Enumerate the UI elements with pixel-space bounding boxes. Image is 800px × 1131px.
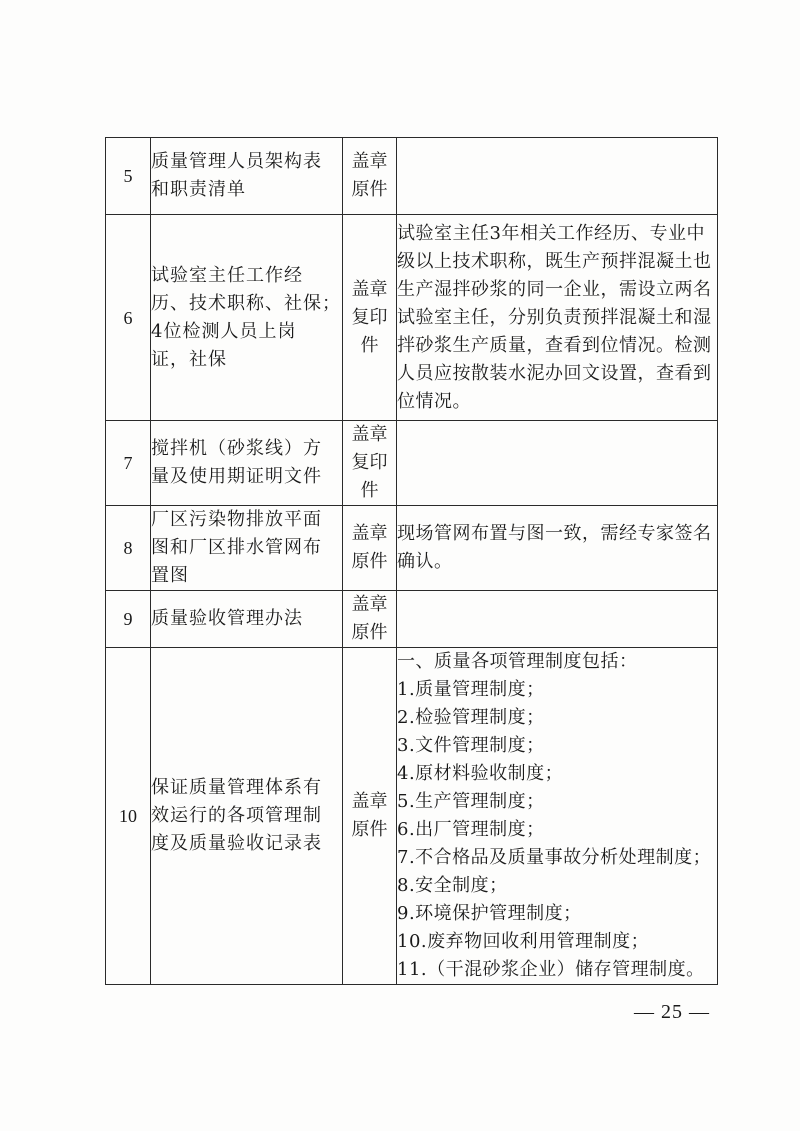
item-line: 质量验收管理办法 (151, 608, 303, 629)
note-cell (397, 215, 718, 421)
requirements-table (105, 137, 718, 985)
table-row (106, 215, 718, 421)
note-line: 级以上技术职称，既生产预拌混凝土也 (397, 250, 712, 272)
item-cell (151, 421, 343, 506)
table-row (106, 421, 718, 506)
note-line: 确认。 (397, 551, 453, 572)
note-line: 6.出厂管理制度； (397, 819, 545, 840)
item-line: 历、技术职称、社保； (151, 292, 341, 314)
table-row (106, 506, 718, 591)
form-cell (343, 591, 397, 648)
item-line: 搅拌机（砂浆线）方 (151, 438, 322, 459)
form-cell (343, 215, 397, 421)
note-line: 4.原材料验收制度； (397, 763, 564, 784)
form-line: 盖章 (351, 523, 388, 544)
form-line: 盖章 (351, 151, 388, 172)
form-line: 复印 (351, 452, 388, 473)
item-line: 厂区污染物排放平面 (151, 509, 322, 530)
item-line: 证，社保 (151, 348, 227, 370)
row-number: 6 (106, 215, 151, 421)
form-line: 原件 (351, 622, 388, 643)
note-cell (397, 591, 718, 648)
item-line: 度及质量验收记录表 (151, 833, 322, 854)
row-number: 5 (106, 138, 151, 215)
note-line: 一、质量各项管理制度包括： (397, 651, 638, 672)
form-cell (343, 506, 397, 591)
form-cell (343, 138, 397, 215)
note-line: 试验室主任，分别负责预拌混凝土和湿 (397, 306, 712, 328)
item-cell (151, 215, 343, 421)
note-line: 拌砂浆生产质量，查看到位情况。检测 (397, 334, 712, 356)
row-number: 10 (106, 648, 151, 985)
note-line: 生产湿拌砂浆的同一企业，需设立两名 (397, 278, 712, 300)
note-line: 11.（干混砂浆企业）储存管理制度。 (397, 959, 705, 980)
form-cell (343, 648, 397, 985)
note-cell (397, 421, 718, 506)
row-number: 8 (106, 506, 151, 591)
item-cell (151, 506, 343, 591)
form-line: 盖章 (351, 594, 388, 615)
form-line: 件 (360, 334, 379, 356)
form-line: 原件 (351, 179, 388, 200)
note-cell (397, 138, 718, 215)
note-line: 5.生产管理制度； (397, 791, 545, 812)
item-cell (151, 591, 343, 648)
form-line: 盖章 (351, 278, 388, 300)
note-line: 现场管网布置与图一致，需经专家签名 (397, 523, 712, 544)
item-line: 效运行的各项管理制 (151, 805, 322, 826)
form-line: 原件 (351, 819, 388, 840)
table-row (106, 138, 718, 215)
page-number: — 25 — (634, 1001, 710, 1023)
item-line: 和职责清单 (151, 179, 246, 200)
form-line: 盖章 (351, 791, 388, 812)
item-cell (151, 648, 343, 985)
note-line: 人员应按散装水泥办回文设置，查看到 (397, 362, 712, 384)
form-cell (343, 421, 397, 506)
item-line: 4位检测人员上岗 (151, 320, 297, 342)
note-line: 1.质量管理制度； (397, 679, 545, 700)
note-line: 7.不合格品及质量事故分析处理制度； (397, 847, 712, 868)
note-line: 3.文件管理制度； (397, 735, 545, 756)
note-line: 9.环境保护管理制度； (397, 903, 582, 924)
note-line: 10.废弃物回收利用管理制度； (397, 931, 650, 952)
form-line: 盖章 (351, 424, 388, 445)
item-line: 图和厂区排水管网布 (151, 537, 322, 558)
item-cell (151, 138, 343, 215)
row-number: 9 (106, 591, 151, 648)
form-line: 原件 (351, 551, 388, 572)
item-line: 置图 (151, 565, 189, 586)
note-line: 位情况。 (397, 390, 471, 412)
table-row (106, 648, 718, 985)
item-line: 试验室主任工作经 (151, 264, 303, 286)
note-line: 8.安全制度； (397, 875, 508, 896)
note-line: 2.检验管理制度； (397, 707, 545, 728)
note-cell (397, 506, 718, 591)
table-row (106, 591, 718, 648)
item-line: 量及使用期证明文件 (151, 466, 322, 487)
row-number: 7 (106, 421, 151, 506)
form-line: 件 (360, 480, 379, 501)
item-line: 保证质量管理体系有 (151, 777, 322, 798)
item-line: 质量管理人员架构表 (151, 151, 322, 172)
note-cell (397, 648, 718, 985)
form-line: 复印 (351, 306, 388, 328)
note-line: 试验室主任3年相关工作经历、专业中 (397, 222, 705, 244)
